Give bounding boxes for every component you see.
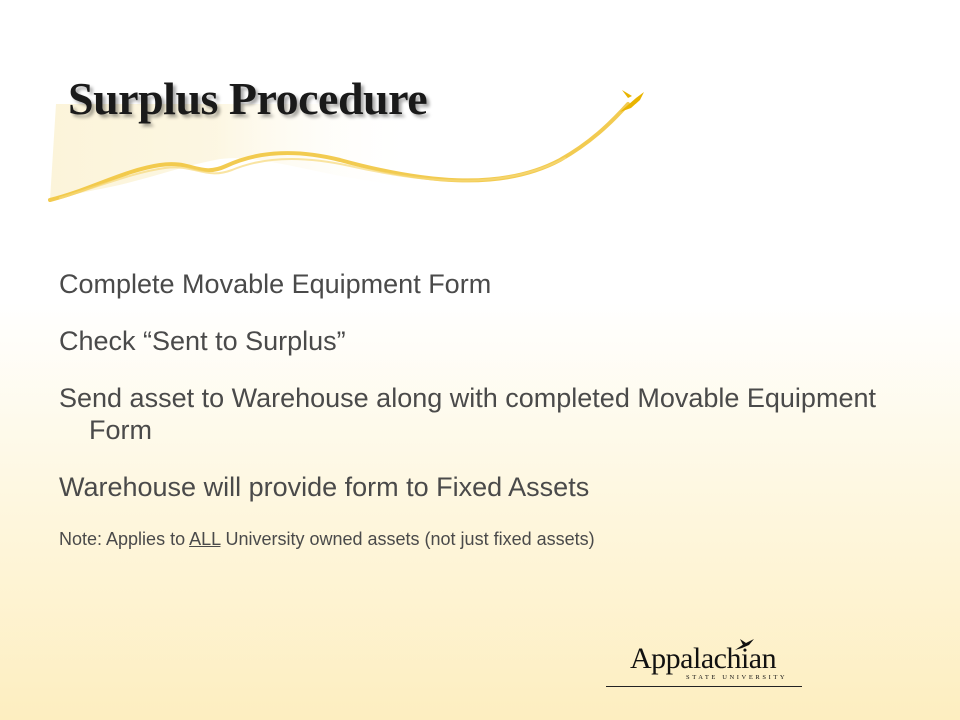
note-suffix: University owned assets (not just fixed assets) <box>220 529 595 549</box>
note-emphasis: ALL <box>189 529 221 549</box>
list-item: Complete Movable Equipment Form <box>59 269 492 299</box>
list-item: Check “Sent to Surplus” <box>59 326 346 356</box>
list-item: Send asset to Warehouse along with completed Movable Equipment Form <box>59 383 876 445</box>
note-prefix: Note: Applies to <box>59 529 190 549</box>
list-item: Warehouse will provide form to Fixed Assets <box>59 472 590 502</box>
note-text <box>59 528 919 550</box>
logo-underline <box>606 686 802 687</box>
logo-wordmark: Appalachian <box>630 642 777 675</box>
logo-subtitle: STATE UNIVERSITY <box>686 674 788 681</box>
procedure-list <box>59 268 919 550</box>
slide-title: Surplus Procedure <box>68 73 428 124</box>
university-logo <box>606 638 802 690</box>
